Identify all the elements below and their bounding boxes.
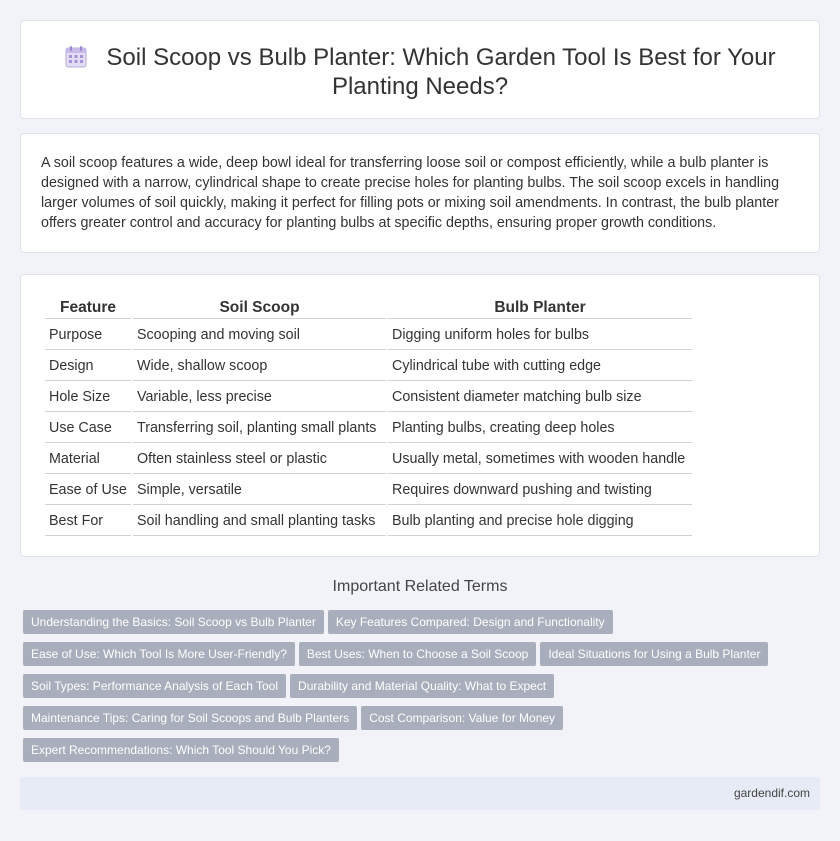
- table-header-row: [45, 297, 692, 319]
- related-term-tag[interactable]: Best Uses: When to Choose a Soil Scoop: [299, 642, 536, 666]
- page-title-text: Soil Scoop vs Bulb Planter: Which Garden Tool Is Best for Your Planting Needs?: [106, 44, 776, 100]
- header-feature: Feature: [45, 297, 131, 319]
- table-row: [45, 445, 692, 474]
- related-term-tag[interactable]: Soil Types: Performance Analysis of Each Tool: [23, 674, 286, 698]
- soil-scoop-cell: Scooping and moving soil: [133, 321, 386, 350]
- intro-paragraph: A soil scoop features a wide, deep bowl ideal for transferring loose soil or compost efficiently, while a bulb planter is designed with a narrow, cylindrical shape to create precise holes for planting bulbs. The soil scoop excels in handling larger volumes of soil quickly, making it perfect for filling pots or mixing soil amendments. In contrast, the bulb planter offers greater control and accuracy for planting bulbs at specific depths, ensuring proper growth conditions.: [41, 155, 780, 231]
- table-row: [45, 476, 692, 505]
- bulb-planter-cell: Bulb planting and precise hole digging: [388, 507, 692, 536]
- bulb-planter-cell: Cylindrical tube with cutting edge: [388, 352, 692, 381]
- table-row: [45, 414, 692, 443]
- comparison-card: [20, 274, 820, 557]
- related-term-tag[interactable]: Ease of Use: Which Tool Is More User-Friendly?: [23, 642, 295, 666]
- related-term-tag[interactable]: Ideal Situations for Using a Bulb Planter: [540, 642, 768, 666]
- related-term-tag[interactable]: Cost Comparison: Value for Money: [361, 706, 563, 730]
- related-terms-list: [23, 610, 803, 770]
- feature-cell: Design: [45, 352, 131, 381]
- related-terms-heading: Important Related Terms: [332, 578, 508, 595]
- related-term-tag[interactable]: Understanding the Basics: Soil Scoop vs Bulb Planter: [23, 610, 324, 634]
- bulb-planter-cell: Digging uniform holes for bulbs: [388, 321, 692, 350]
- header-card: [20, 20, 820, 119]
- table-row: [45, 321, 692, 350]
- table-row: [45, 383, 692, 412]
- header-soil-scoop: Soil Scoop: [133, 297, 386, 319]
- intro-card: [20, 133, 820, 253]
- footer: [20, 777, 820, 810]
- soil-scoop-cell: Variable, less precise: [133, 383, 386, 412]
- soil-scoop-cell: Often stainless steel or plastic: [133, 445, 386, 474]
- table-row: [45, 507, 692, 536]
- bulb-planter-cell: Requires downward pushing and twisting: [388, 476, 692, 505]
- soil-scoop-cell: Transferring soil, planting small plants: [133, 414, 386, 443]
- soil-scoop-cell: Simple, versatile: [133, 476, 386, 505]
- related-term-tag[interactable]: Key Features Compared: Design and Functionality: [328, 610, 613, 634]
- bulb-planter-cell: Consistent diameter matching bulb size: [388, 383, 692, 412]
- table-row: [45, 352, 692, 381]
- related-term-tag[interactable]: Expert Recommendations: Which Tool Should You Pick?: [23, 738, 339, 762]
- calendar-icon: [64, 45, 88, 69]
- related-term-tag[interactable]: Durability and Material Quality: What to Expect: [290, 674, 554, 698]
- header-bulb-planter: Bulb Planter: [388, 297, 692, 319]
- site-link[interactable]: gardendif.com: [733, 786, 810, 800]
- bulb-planter-cell: Planting bulbs, creating deep holes: [388, 414, 692, 443]
- feature-cell: Ease of Use: [45, 476, 131, 505]
- soil-scoop-cell: Wide, shallow scoop: [133, 352, 386, 381]
- feature-cell: Best For: [45, 507, 131, 536]
- soil-scoop-cell: Soil handling and small planting tasks: [133, 507, 386, 536]
- related-term-tag[interactable]: Maintenance Tips: Caring for Soil Scoops and Bulb Planters: [23, 706, 357, 730]
- comparison-table: [43, 295, 694, 538]
- page-title: [21, 43, 819, 101]
- feature-cell: Material: [45, 445, 131, 474]
- feature-cell: Use Case: [45, 414, 131, 443]
- feature-cell: Purpose: [45, 321, 131, 350]
- feature-cell: Hole Size: [45, 383, 131, 412]
- bulb-planter-cell: Usually metal, sometimes with wooden handle: [388, 445, 692, 474]
